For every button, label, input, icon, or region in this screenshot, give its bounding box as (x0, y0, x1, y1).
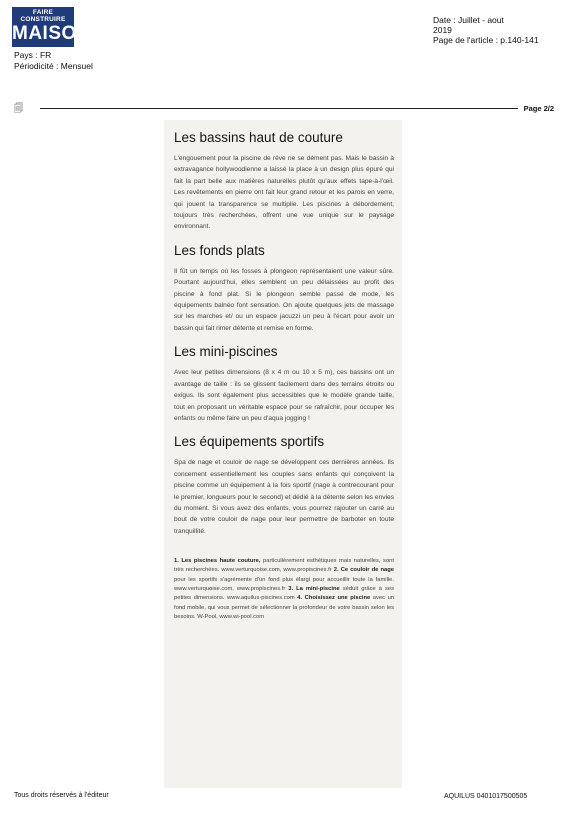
article-date: Date : Juillet - aout (433, 15, 504, 25)
divider (40, 108, 518, 109)
section-fonds-plats (174, 243, 394, 334)
periodicity: Périodicité : Mensuel (14, 61, 93, 71)
section-title: Les équipements sportifs (174, 434, 325, 450)
section-body: Spa de nage et couloir de nage se développent ces dernières années. Ils concernent essentiellement les couples sans enfants qui conçoivent la piscine comme un équipement à la fois sportif (nage à contrecourant pour le premier, longueurs pour le second) et dédié à la détente selon les envies du moment. Si vous avez des enfants, vous pourrez rajouter un carré au bout de votre couloir de nage pour leur permettre de barboter en toute tranquillité. (174, 459, 394, 535)
caption-text: particulièrement esthétiques mais naturelles, sont très recherchées. www.verturquoise.com, www.propiscines.fr (174, 558, 395, 574)
article-meta (433, 15, 539, 45)
caption-text: avec un fond mobile, qui vous permet de sélectionner la profondeur de votre bassin selon les besoins. W-Pool, www.wi-pool.com (174, 595, 395, 620)
caption-bold: 4. Choisissez une piscine (297, 595, 371, 602)
caption-text: séduit grâce à ses petites dimensions. www.aquilus-piscines.com (174, 586, 394, 602)
article-year: 2019 (433, 25, 452, 35)
document-icon: 🗐 (14, 103, 23, 113)
caption-bold: 3. La mini-piscine (288, 586, 340, 593)
section-body: Il fût un temps où les fosses à plongeon représentaient une valeur sûre. Pourtant aujourd'hui, elles semblent un peu délaissées au profit des piscine à fond plat. Si le plongeon semble passé de mode, les équipements balnéo font sensation. On ajoute quelques jets de massage sur les marches et/ ou un espace jacuzzi un peu à l'écart pour avoir un bassin qui fait rimer détente et remise en forme. (174, 267, 394, 332)
header-rule (14, 104, 554, 114)
logo-line-2: MAISON (12, 23, 91, 44)
copyright: Tous droits réservés à l'éditeur (14, 792, 109, 799)
magazine-logo (12, 7, 91, 47)
page-number: Page 2/2 (523, 104, 554, 113)
publication-meta (14, 50, 93, 72)
article-page: Page de l'article : p.140-141 (433, 35, 539, 45)
photo-caption (174, 557, 394, 622)
logo-line-1: FAIRE CONSTRUIRE (20, 9, 66, 23)
section-mini-piscines (174, 344, 394, 424)
section-title: Les mini-piscines (174, 344, 278, 360)
section-body: Avec leur petites dimensions (8 x 4 m ou 10 x 5 m), ces bassins ont un avantage de taille : ils se glissent facilement dans des terrains étroits ou exigus. Ils sont également plus accessibles que le modèle grande taille, tout en proposant un véritable espace pour se rafraîchir, pour occuper les enfants ou même faire un peu d'aqua jogging ! (174, 369, 394, 422)
section-equipements (174, 434, 394, 537)
section-title: Les fonds plats (174, 242, 265, 258)
section-bassins (174, 130, 394, 233)
article-scan (164, 120, 402, 788)
country: Pays : FR (14, 50, 52, 60)
section-title: Les bassins haut de couture (174, 130, 343, 145)
section-body: L'engouement pour la piscine de rêve ne se dément pas. Mais le bassin à extravagance hollywoodienne a laissé la place à un design plus épuré qui fait la part belle aux matières naturelles plutôt qu'aux effets tape-à-l'œil. Les revêtements en pierre ont fait leur grand retour et les parois en verre, qui jouent la transparence se multiplie. Les piscines à débordement, toujours très recherchées, offrent une vue unique sur le paysage environnant. (174, 155, 394, 231)
caption-text: pour les sportifs s'agrémente d'un fond plus élargi pour accueillir toute la famille. www.verturquoise.com, www.propiscines.fr (174, 576, 394, 593)
document-id: AQUILUS 0401017500505 (444, 793, 528, 800)
caption-bold: 1. Les piscines haute couture, (174, 558, 261, 565)
caption-bold: 2. Ce couloir de nage (333, 567, 394, 574)
